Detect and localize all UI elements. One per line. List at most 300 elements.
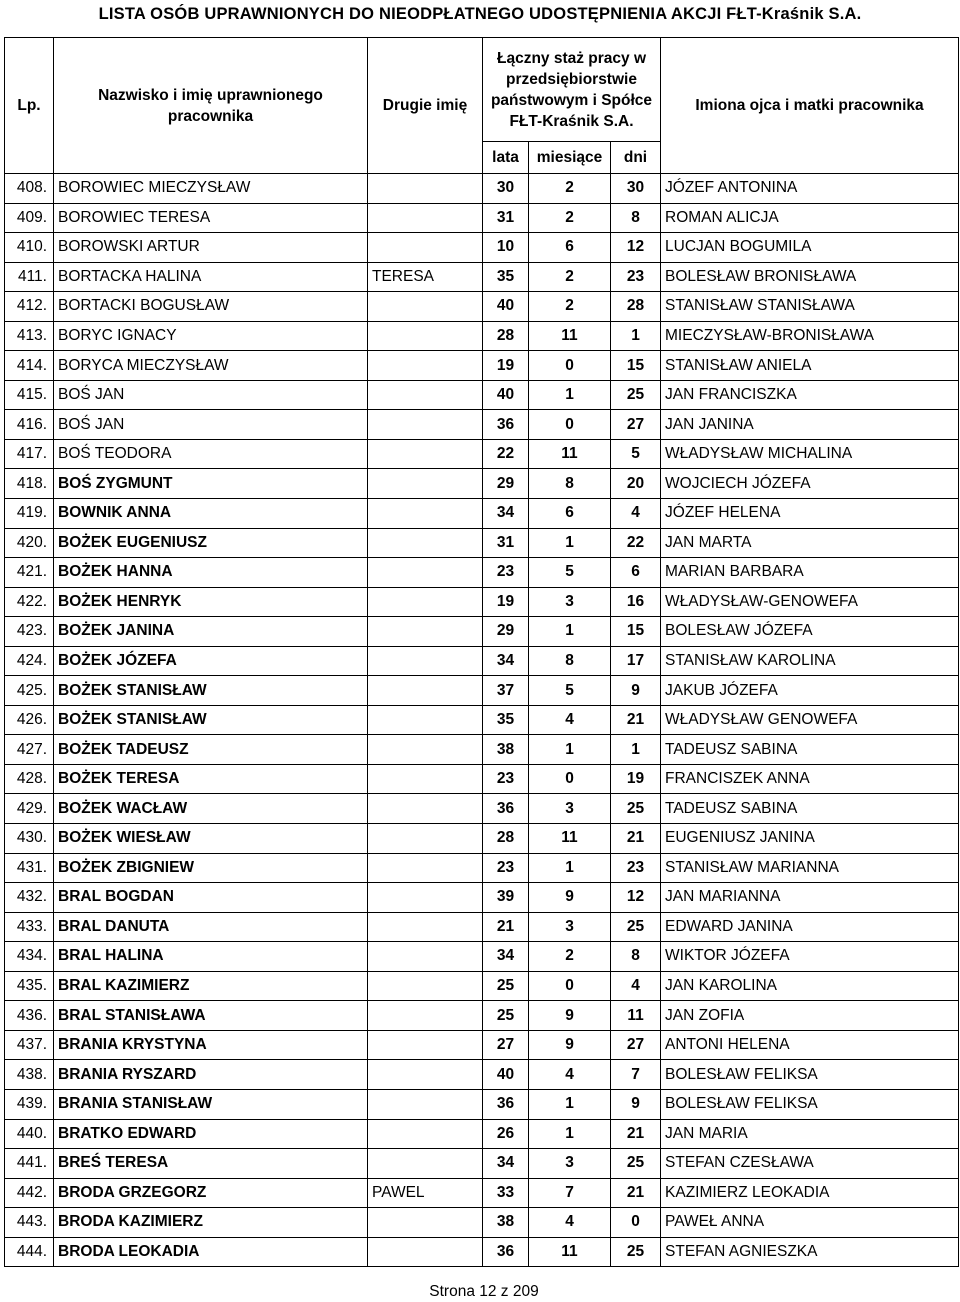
row-parents: ROMAN ALICJA <box>661 203 959 233</box>
row-months: 3 <box>529 912 611 942</box>
row-months: 2 <box>529 292 611 322</box>
row-second-name <box>368 1089 483 1119</box>
row-months: 5 <box>529 676 611 706</box>
row-second-name <box>368 1030 483 1060</box>
row-days: 5 <box>611 439 661 469</box>
row-days: 12 <box>611 883 661 913</box>
row-second-name <box>368 1237 483 1267</box>
row-days: 4 <box>611 499 661 529</box>
table-row <box>5 321 959 351</box>
row-days: 16 <box>611 587 661 617</box>
row-second-name <box>368 587 483 617</box>
row-second-name <box>368 971 483 1001</box>
row-months: 1 <box>529 1119 611 1149</box>
row-name: BOŻEK JANINA <box>54 617 368 647</box>
row-parents: JAN MARIA <box>661 1119 959 1149</box>
row-months: 4 <box>529 705 611 735</box>
header-name: Nazwisko i imię uprawnionego pracownika <box>54 38 368 174</box>
row-name: BORTACKA HALINA <box>54 262 368 292</box>
row-years: 40 <box>483 1060 529 1090</box>
row-parents: LUCJAN BOGUMILA <box>661 233 959 263</box>
row-parents: JAN MARIANNA <box>661 883 959 913</box>
row-name: BRANIA KRYSTYNA <box>54 1030 368 1060</box>
row-name: BOŻEK TADEUSZ <box>54 735 368 765</box>
table-row <box>5 499 959 529</box>
row-name: BRODA LEOKADIA <box>54 1237 368 1267</box>
row-months: 2 <box>529 203 611 233</box>
row-years: 34 <box>483 1149 529 1179</box>
row-years: 33 <box>483 1178 529 1208</box>
row-months: 2 <box>529 942 611 972</box>
row-days: 27 <box>611 410 661 440</box>
row-parents: JÓZEF ANTONINA <box>661 174 959 204</box>
row-days: 25 <box>611 1149 661 1179</box>
row-second-name <box>368 233 483 263</box>
row-parents: FRANCISZEK ANNA <box>661 764 959 794</box>
row-months: 9 <box>529 1001 611 1031</box>
table-row <box>5 233 959 263</box>
row-parents: BOLESŁAW FELIKSA <box>661 1060 959 1090</box>
row-years: 36 <box>483 1237 529 1267</box>
row-second-name <box>368 1149 483 1179</box>
table-row <box>5 617 959 647</box>
row-lp: 411. <box>5 262 54 292</box>
row-lp: 417. <box>5 439 54 469</box>
row-lp: 429. <box>5 794 54 824</box>
row-parents: BOLESŁAW BRONISŁAWA <box>661 262 959 292</box>
row-years: 22 <box>483 439 529 469</box>
row-name: BRAL DANUTA <box>54 912 368 942</box>
row-second-name <box>368 853 483 883</box>
table-row <box>5 942 959 972</box>
row-second-name <box>368 1060 483 1090</box>
table-body <box>5 174 959 1267</box>
row-lp: 420. <box>5 528 54 558</box>
header-years: lata <box>483 142 529 174</box>
row-parents: BOLESŁAW JÓZEFA <box>661 617 959 647</box>
row-days: 23 <box>611 262 661 292</box>
row-lp: 434. <box>5 942 54 972</box>
table-row <box>5 1060 959 1090</box>
row-parents: WŁADYSŁAW GENOWEFA <box>661 705 959 735</box>
row-days: 17 <box>611 646 661 676</box>
row-years: 23 <box>483 558 529 588</box>
row-months: 3 <box>529 794 611 824</box>
row-lp: 410. <box>5 233 54 263</box>
row-second-name <box>368 824 483 854</box>
row-years: 21 <box>483 912 529 942</box>
row-name: BOŻEK EUGENIUSZ <box>54 528 368 558</box>
row-second-name <box>368 292 483 322</box>
table-row <box>5 351 959 381</box>
row-name: BRAL BOGDAN <box>54 883 368 913</box>
row-name: BRAL HALINA <box>54 942 368 972</box>
row-lp: 414. <box>5 351 54 381</box>
row-days: 1 <box>611 735 661 765</box>
row-lp: 431. <box>5 853 54 883</box>
row-years: 36 <box>483 794 529 824</box>
header-second-name: Drugie imię <box>368 38 483 174</box>
row-days: 7 <box>611 1060 661 1090</box>
table-row <box>5 1001 959 1031</box>
row-name: BRAL KAZIMIERZ <box>54 971 368 1001</box>
row-parents: PAWEŁ ANNA <box>661 1208 959 1238</box>
row-years: 40 <box>483 292 529 322</box>
row-lp: 426. <box>5 705 54 735</box>
row-days: 8 <box>611 942 661 972</box>
row-years: 30 <box>483 174 529 204</box>
row-months: 1 <box>529 617 611 647</box>
row-years: 35 <box>483 705 529 735</box>
table-row <box>5 380 959 410</box>
row-name: BORTACKI BOGUSŁAW <box>54 292 368 322</box>
row-lp: 441. <box>5 1149 54 1179</box>
row-years: 36 <box>483 1089 529 1119</box>
table-row <box>5 735 959 765</box>
row-months: 2 <box>529 174 611 204</box>
page-title: LISTA OSÓB UPRAWNIONYCH DO NIEODPŁATNEGO UDOSTĘPNIENIA AKCJI FŁT-Kraśnik S.A. <box>98 5 862 23</box>
row-lp: 418. <box>5 469 54 499</box>
row-parents: TADEUSZ SABINA <box>661 735 959 765</box>
row-lp: 424. <box>5 646 54 676</box>
row-name: BRATKO EDWARD <box>54 1119 368 1149</box>
table-row <box>5 971 959 1001</box>
row-second-name <box>368 676 483 706</box>
row-years: 27 <box>483 1030 529 1060</box>
row-second-name <box>368 764 483 794</box>
row-years: 34 <box>483 646 529 676</box>
row-years: 38 <box>483 735 529 765</box>
table-row <box>5 764 959 794</box>
row-lp: 432. <box>5 883 54 913</box>
row-name: BOROWIEC MIECZYSŁAW <box>54 174 368 204</box>
row-parents: TADEUSZ SABINA <box>661 794 959 824</box>
row-parents: STANISŁAW KAROLINA <box>661 646 959 676</box>
row-parents: JAKUB JÓZEFA <box>661 676 959 706</box>
row-second-name <box>368 794 483 824</box>
row-years: 29 <box>483 617 529 647</box>
row-months: 1 <box>529 380 611 410</box>
row-years: 19 <box>483 587 529 617</box>
table-row <box>5 262 959 292</box>
row-days: 8 <box>611 203 661 233</box>
row-months: 4 <box>529 1208 611 1238</box>
row-months: 0 <box>529 351 611 381</box>
table-row <box>5 292 959 322</box>
row-name: BOŻEK WACŁAW <box>54 794 368 824</box>
row-name: BOŻEK TERESA <box>54 764 368 794</box>
row-days: 21 <box>611 1119 661 1149</box>
row-days: 6 <box>611 558 661 588</box>
table-row <box>5 1089 959 1119</box>
table-row <box>5 853 959 883</box>
row-days: 12 <box>611 233 661 263</box>
row-name: BOŻEK STANISŁAW <box>54 676 368 706</box>
table-row <box>5 705 959 735</box>
row-lp: 413. <box>5 321 54 351</box>
row-name: BRANIA STANISŁAW <box>54 1089 368 1119</box>
row-name: BOROWSKI ARTUR <box>54 233 368 263</box>
header-months: miesiące <box>529 142 611 174</box>
row-parents: STANISŁAW ANIELA <box>661 351 959 381</box>
row-name: BORYCA MIECZYSŁAW <box>54 351 368 381</box>
row-days: 11 <box>611 1001 661 1031</box>
row-second-name: TERESA <box>368 262 483 292</box>
row-years: 38 <box>483 1208 529 1238</box>
row-months: 11 <box>529 321 611 351</box>
row-days: 25 <box>611 912 661 942</box>
row-months: 1 <box>529 853 611 883</box>
row-years: 39 <box>483 883 529 913</box>
row-second-name <box>368 617 483 647</box>
table-row <box>5 469 959 499</box>
row-parents: JAN MARTA <box>661 528 959 558</box>
row-years: 26 <box>483 1119 529 1149</box>
row-days: 4 <box>611 971 661 1001</box>
table-row <box>5 1030 959 1060</box>
row-name: BOŚ ZYGMUNT <box>54 469 368 499</box>
row-days: 1 <box>611 321 661 351</box>
row-parents: JAN JANINA <box>661 410 959 440</box>
row-second-name <box>368 469 483 499</box>
row-months: 0 <box>529 410 611 440</box>
row-lp: 435. <box>5 971 54 1001</box>
row-lp: 427. <box>5 735 54 765</box>
row-parents: WOJCIECH JÓZEFA <box>661 469 959 499</box>
row-second-name <box>368 203 483 233</box>
row-second-name <box>368 1208 483 1238</box>
row-second-name <box>368 646 483 676</box>
row-lp: 436. <box>5 1001 54 1031</box>
row-years: 29 <box>483 469 529 499</box>
row-lp: 419. <box>5 499 54 529</box>
row-second-name <box>368 558 483 588</box>
row-name: BOŻEK JÓZEFA <box>54 646 368 676</box>
row-second-name <box>368 912 483 942</box>
row-parents: ANTONI HELENA <box>661 1030 959 1060</box>
row-second-name <box>368 883 483 913</box>
row-name: BREŚ TERESA <box>54 1149 368 1179</box>
row-parents: BOLESŁAW FELIKSA <box>661 1089 959 1119</box>
header-parents: Imiona ojca i matki pracownika <box>661 38 959 174</box>
row-lp: 422. <box>5 587 54 617</box>
table-row <box>5 558 959 588</box>
row-second-name <box>368 705 483 735</box>
row-parents: JAN FRANCISZKA <box>661 380 959 410</box>
row-second-name <box>368 380 483 410</box>
row-years: 23 <box>483 853 529 883</box>
row-days: 15 <box>611 617 661 647</box>
row-months: 7 <box>529 1178 611 1208</box>
row-months: 4 <box>529 1060 611 1090</box>
row-lp: 428. <box>5 764 54 794</box>
row-parents: STEFAN CZESŁAWA <box>661 1149 959 1179</box>
row-name: BOWNIK ANNA <box>54 499 368 529</box>
row-name: BOŻEK STANISŁAW <box>54 705 368 735</box>
row-days: 21 <box>611 705 661 735</box>
page-number: Strona 12 z 209 <box>429 1283 539 1300</box>
row-name: BRANIA RYSZARD <box>54 1060 368 1090</box>
row-days: 21 <box>611 824 661 854</box>
row-second-name <box>368 321 483 351</box>
row-months: 0 <box>529 971 611 1001</box>
row-lp: 440. <box>5 1119 54 1149</box>
row-parents: WŁADYSŁAW MICHALINA <box>661 439 959 469</box>
row-name: BOROWIEC TERESA <box>54 203 368 233</box>
table-row <box>5 1208 959 1238</box>
row-years: 37 <box>483 676 529 706</box>
row-name: BOŻEK WIESŁAW <box>54 824 368 854</box>
row-parents: STEFAN AGNIESZKA <box>661 1237 959 1267</box>
row-lp: 430. <box>5 824 54 854</box>
row-parents: EDWARD JANINA <box>661 912 959 942</box>
row-name: BORYC IGNACY <box>54 321 368 351</box>
row-months: 11 <box>529 824 611 854</box>
row-months: 0 <box>529 764 611 794</box>
table-row <box>5 824 959 854</box>
row-months: 6 <box>529 233 611 263</box>
row-lp: 423. <box>5 617 54 647</box>
table-row <box>5 883 959 913</box>
row-second-name <box>368 410 483 440</box>
row-months: 3 <box>529 1149 611 1179</box>
row-name: BOŻEK HENRYK <box>54 587 368 617</box>
row-months: 1 <box>529 1089 611 1119</box>
row-lp: 421. <box>5 558 54 588</box>
header-days: dni <box>611 142 661 174</box>
table-row <box>5 587 959 617</box>
table-row <box>5 410 959 440</box>
row-second-name <box>368 499 483 529</box>
row-months: 1 <box>529 528 611 558</box>
row-days: 15 <box>611 351 661 381</box>
row-second-name <box>368 174 483 204</box>
table-row <box>5 1178 959 1208</box>
table-row <box>5 912 959 942</box>
row-parents: MARIAN BARBARA <box>661 558 959 588</box>
table-row <box>5 174 959 204</box>
row-years: 31 <box>483 203 529 233</box>
row-name: BOŚ JAN <box>54 380 368 410</box>
row-days: 27 <box>611 1030 661 1060</box>
row-months: 9 <box>529 1030 611 1060</box>
row-name: BOŻEK ZBIGNIEW <box>54 853 368 883</box>
table-row <box>5 676 959 706</box>
row-months: 11 <box>529 1237 611 1267</box>
header-lp: Lp. <box>5 38 54 174</box>
row-years: 19 <box>483 351 529 381</box>
row-parents: JAN KAROLINA <box>661 971 959 1001</box>
row-days: 19 <box>611 764 661 794</box>
row-parents: STANISŁAW MARIANNA <box>661 853 959 883</box>
row-lp: 444. <box>5 1237 54 1267</box>
row-lp: 442. <box>5 1178 54 1208</box>
row-name: BOŻEK HANNA <box>54 558 368 588</box>
row-days: 25 <box>611 1237 661 1267</box>
row-months: 3 <box>529 587 611 617</box>
table-row <box>5 646 959 676</box>
row-days: 22 <box>611 528 661 558</box>
row-second-name <box>368 1001 483 1031</box>
row-years: 35 <box>483 262 529 292</box>
row-months: 8 <box>529 646 611 676</box>
row-lp: 415. <box>5 380 54 410</box>
row-days: 21 <box>611 1178 661 1208</box>
row-second-name <box>368 735 483 765</box>
row-parents: WIKTOR JÓZEFA <box>661 942 959 972</box>
row-parents: MIECZYSŁAW-BRONISŁAWA <box>661 321 959 351</box>
row-parents: WŁADYSŁAW-GENOWEFA <box>661 587 959 617</box>
row-lp: 425. <box>5 676 54 706</box>
header-tenure: Łączny staż pracy w przedsiębiorstwie państwowym i Spółce FŁT-Kraśnik S.A. <box>483 38 661 142</box>
table-row <box>5 794 959 824</box>
row-days: 23 <box>611 853 661 883</box>
row-months: 1 <box>529 735 611 765</box>
row-parents: JÓZEF HELENA <box>661 499 959 529</box>
table-row <box>5 1237 959 1267</box>
table-row <box>5 203 959 233</box>
row-lp: 433. <box>5 912 54 942</box>
row-second-name <box>368 528 483 558</box>
row-years: 23 <box>483 764 529 794</box>
row-parents: STANISŁAW STANISŁAWA <box>661 292 959 322</box>
row-months: 5 <box>529 558 611 588</box>
row-lp: 416. <box>5 410 54 440</box>
row-second-name <box>368 942 483 972</box>
row-months: 11 <box>529 439 611 469</box>
table-row <box>5 1149 959 1179</box>
row-lp: 443. <box>5 1208 54 1238</box>
row-second-name: PAWEL <box>368 1178 483 1208</box>
row-months: 9 <box>529 883 611 913</box>
row-name: BRODA KAZIMIERZ <box>54 1208 368 1238</box>
row-lp: 412. <box>5 292 54 322</box>
row-years: 34 <box>483 942 529 972</box>
row-name: BOŚ JAN <box>54 410 368 440</box>
row-years: 36 <box>483 410 529 440</box>
row-parents: KAZIMIERZ LEOKADIA <box>661 1178 959 1208</box>
row-days: 0 <box>611 1208 661 1238</box>
row-years: 28 <box>483 824 529 854</box>
row-days: 25 <box>611 380 661 410</box>
row-years: 40 <box>483 380 529 410</box>
table-row <box>5 1119 959 1149</box>
row-days: 30 <box>611 174 661 204</box>
row-months: 2 <box>529 262 611 292</box>
row-lp: 439. <box>5 1089 54 1119</box>
row-name: BOŚ TEODORA <box>54 439 368 469</box>
row-years: 31 <box>483 528 529 558</box>
row-years: 34 <box>483 499 529 529</box>
row-parents: EUGENIUSZ JANINA <box>661 824 959 854</box>
entitled-persons-table <box>4 37 959 1267</box>
row-name: BRAL STANISŁAWA <box>54 1001 368 1031</box>
row-years: 25 <box>483 971 529 1001</box>
row-days: 9 <box>611 676 661 706</box>
row-days: 9 <box>611 1089 661 1119</box>
row-years: 25 <box>483 1001 529 1031</box>
table-row <box>5 439 959 469</box>
row-months: 8 <box>529 469 611 499</box>
row-second-name <box>368 351 483 381</box>
row-lp: 408. <box>5 174 54 204</box>
table-row <box>5 528 959 558</box>
row-years: 28 <box>483 321 529 351</box>
row-years: 10 <box>483 233 529 263</box>
row-months: 6 <box>529 499 611 529</box>
row-lp: 437. <box>5 1030 54 1060</box>
row-lp: 438. <box>5 1060 54 1090</box>
